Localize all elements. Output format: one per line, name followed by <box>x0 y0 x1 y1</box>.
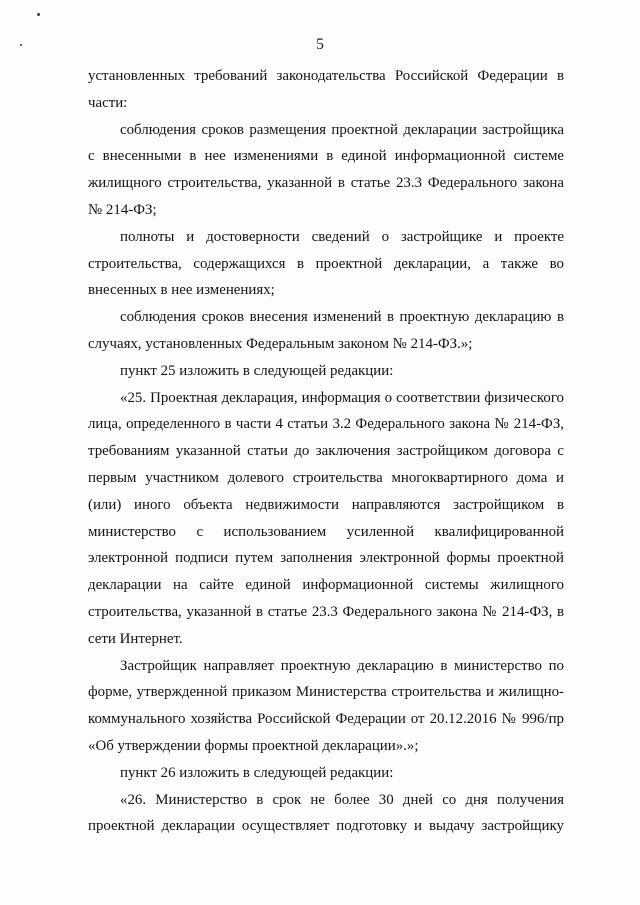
page-number: 5 <box>316 36 324 53</box>
paragraph-intro: установленных требований законодательства Российской Федерации в части: <box>88 68 564 111</box>
paragraph-completeness: полноты и достоверности сведений о застройщике и проекте строительства, содержащихся в проектной декларации, а также во внесенных в нее изменениях; <box>88 228 564 299</box>
paragraph-developer-form: Застройщик направляет проектную декларацию в министерство по форме, утвержденной приказом Министерства строительства и жилищно-коммунального хозяйства Российской Федерации от 20.12.2016 № 996/пр «Об утверждении формы проектной декларации».»; <box>88 657 564 754</box>
document-body <box>88 63 564 840</box>
scan-speck <box>37 13 40 16</box>
paragraph-item-26-intro: пункт 26 изложить в следующей редакции: <box>120 764 394 781</box>
paragraph-item-25-intro: пункт 25 изложить в следующей редакции: <box>120 362 394 379</box>
paragraph-item-25: «25. Проектная декларация, информация о соответствии физического лица, определенного в части 4 статьи 3.2 Федерального закона № 214-ФЗ, требованиям указанной статьи до заключения застройщиком договора с первым участником долевого строительства многоквартирного дома и (или) иного объекта недвижимости направляются застройщиком в министерство с использованием усиленной квалифицированной электронной подписи путем заполнения электронной формы проектной декларации на сайте единой информационной системы жилищного строительства, указанной в статье 23.3 Федерального закона № 214-ФЗ, в сети Интернет. <box>88 389 564 647</box>
paragraph-item-26: «26. Министерство в срок не более 30 дней со дня получения проектной декларации осуществляет подготовку и выдачу застройщику <box>88 791 564 835</box>
paragraph-deadlines-placement: соблюдения сроков размещения проектной декларации застройщика с внесенными в нее изменениями в единой информационной системе жилищного строительства, указанной в статье 23.3 Федерального закона № 214-ФЗ; <box>88 121 564 218</box>
paragraph-deadlines-changes: соблюдения сроков внесения изменений в проектную декларацию в случаях, установленных Федеральным законом № 214-ФЗ.»; <box>88 309 564 352</box>
